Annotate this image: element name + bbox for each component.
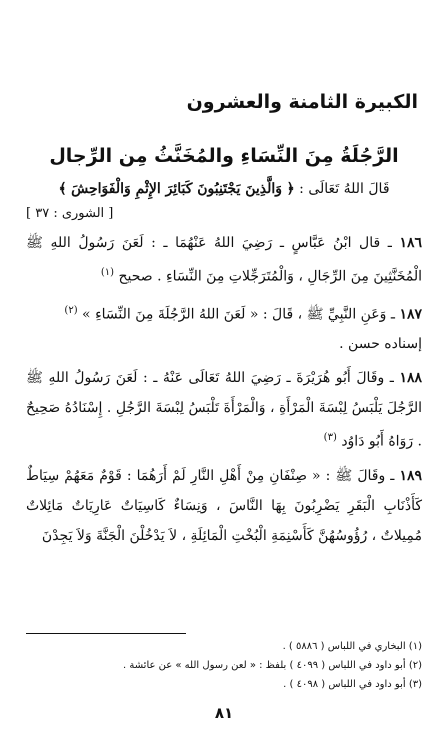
hadith-189 [26, 461, 422, 551]
hadith-186 [26, 228, 422, 292]
footnote-divider [26, 633, 186, 634]
verse-close-bracket: ﴾ [58, 181, 67, 197]
hadith-grade: إسناده حسن . [339, 336, 422, 353]
page-number: ٨١ [214, 704, 234, 722]
hadith-text: ـ وقَالَ ﷺ : « صِنْفَانِ مِنْ أَهْلِ النَّارِ لَمْ أَرَهُمَا : قَوْمٌ مَعَهُمْ سِيَاطٌ كَأَذْنَابِ الْبَقَرِ يَضْرِبُونَ بِهَا النَّاسَ ، وَنِسَاءٌ كَاسِيَاتٌ عَارِيَاتٌ مَائِلاتٌ مُمِيلاتٌ ، رُؤُوسُهُنَّ كَأَسْنِمَةِ الْبُخْتِ الْمَائِلَةِ ، لاَ يَدْخُلْنَ الْجَنَّةَ وَلاَ يَجِدْنَ [26, 467, 422, 544]
hadith-number: ١٨٨ [399, 370, 423, 387]
section-title: الرَّجُلَةُ مِنَ النِّسَاءِ والمُخَنَّثُ مِن الرِّجال [49, 145, 399, 167]
footnote-ref[interactable]: (٢) [64, 304, 78, 316]
footnote-2: (٢) أبو داود في اللباس ( ٤٠٩٩ ) بلفظ : « لعن رسول الله » عن عائشة . [123, 660, 422, 671]
footnote-1: (١) البخاري في اللباس ( ٥٨٨٦ ) . [282, 641, 422, 652]
verse-open-bracket: ﴿ [286, 181, 295, 197]
quran-verse [26, 178, 422, 200]
hadith-number: ١٨٧ [399, 306, 422, 323]
verse-text: وَالَّذِينَ يَجْتَنِبُونَ كَبَائِرَ الإِثْمِ وَالْفَوَاحِشَ [71, 181, 283, 197]
footnotes [26, 637, 422, 694]
hadith-187 [26, 296, 422, 360]
hadith-number: ١٨٦ [399, 235, 423, 251]
chapter-title: الكبيرة الثامنة والعشرون [186, 91, 418, 113]
footnote-ref[interactable]: (١) [100, 267, 115, 278]
verse-intro: قَالَ اللهُ تَعَالَى : [299, 181, 390, 197]
footnote-3: (٣) أبو داود في اللباس ( ٤٠٩٨ ) . [283, 679, 422, 690]
hadith-text: ـ قال ابْنُ عَبَّاسٍ ـ رَضِيَ اللهُ عَنْهُمَا ـ : لَعَنَ رَسُولُ اللهِ ﷺ الْمُخَنَّثِينَ مِنَ الرِّجَالِ ، وَالْمُتَرَجِّلاتِ مِنَ النِّسَاءِ . صحيح [26, 235, 422, 285]
hadith-number: ١٨٩ [399, 467, 422, 484]
hadith-text: ـ وَعَنِ النَّبِيِّ ﷺ ، قَالَ : « لَعَنَ اللهُ الرَّجُلَةَ مِنَ النِّسَاءِ » [82, 306, 395, 323]
hadith-188 [26, 363, 422, 457]
verse-reference: [ الشورى : ٣٧ ] [26, 206, 114, 221]
footnote-ref[interactable]: (٣) [323, 432, 337, 444]
hadith-text: ـ وقَالَ أَبُو هُرَيْرَةَ ـ رَضِيَ اللهُ تَعَالَى عَنْهُ ـ : لَعَنَ رَسُولُ اللهِ ﷺ الرَّجُلَ يَلْبَسُ لِبْسَةَ الْمَرْأَةِ ، وَالْمَرْأَةَ تَلْبَسُ لِبْسَةَ الرَّجُلِ . إِسْنَادُهُ صَحِيحٌ . رَوَاهُ أَبُو دَاوُد [26, 370, 422, 450]
